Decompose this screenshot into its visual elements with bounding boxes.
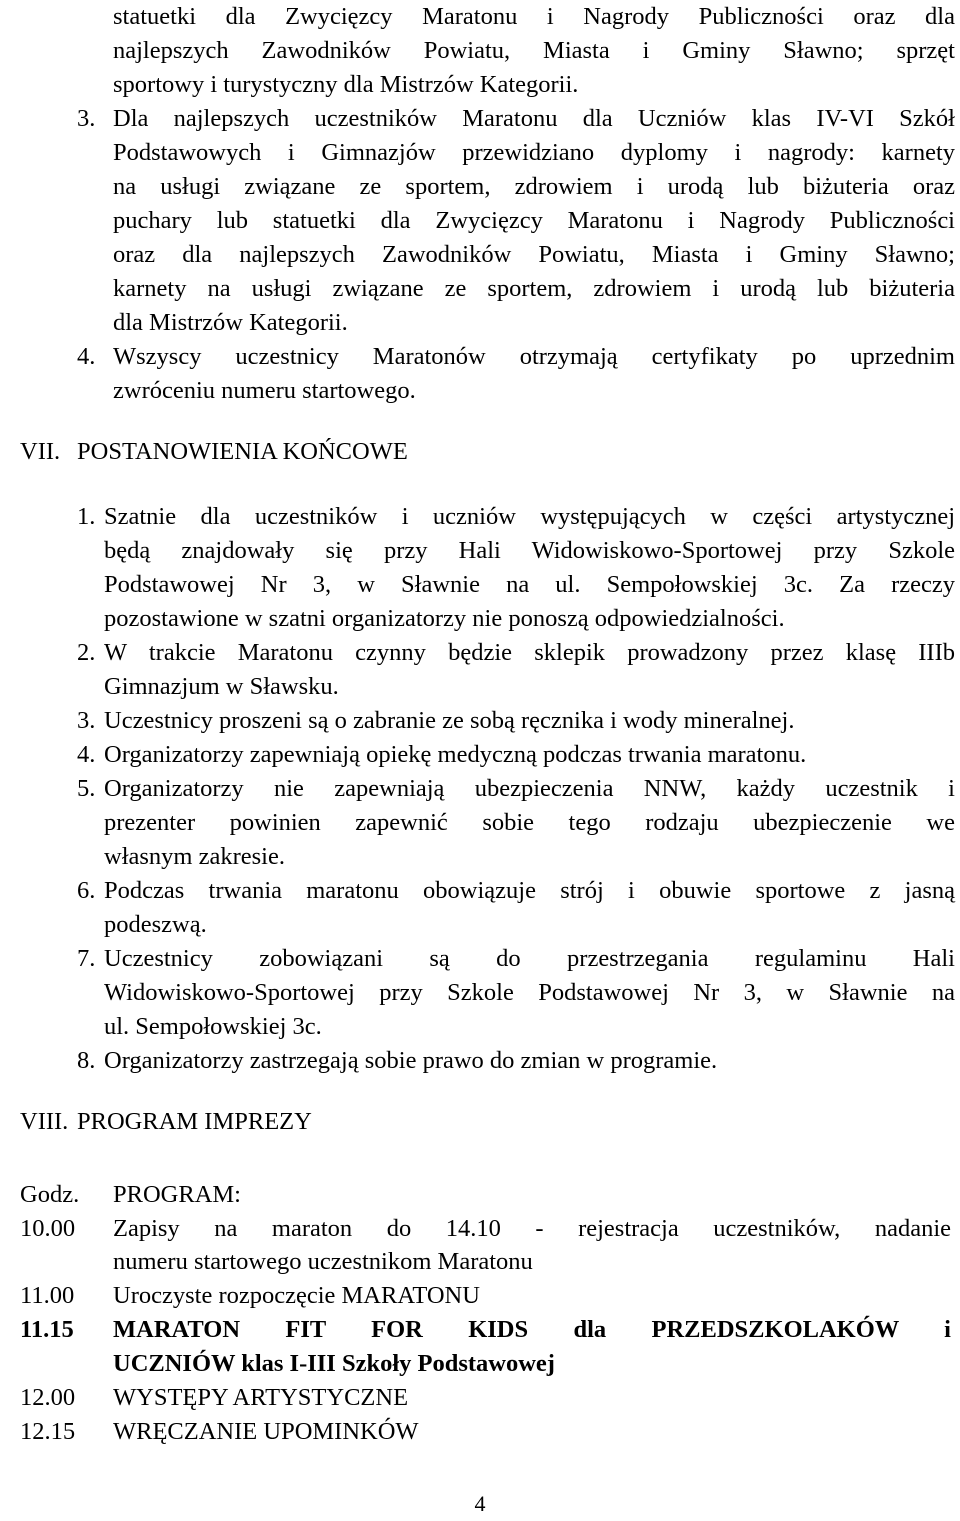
s7-item-4-number: 4.: [77, 741, 96, 768]
item-3-line-3: na usługi związane ze sportem, zdrowiem i urodą lub biżuteria oraz: [113, 173, 955, 200]
item-3-line-2: Podstawowych i Gimnazjów przewidziano dyplomy i nagrody: karnety: [113, 139, 955, 166]
item-3-number: 3.: [77, 105, 96, 132]
continuation-line-3: sportowy i turystyczny dla Mistrzów Kategorii.: [113, 71, 579, 98]
s7-item-7-line-2: Widowiskowo-Sportowej przy Szkole Podstawowej Nr 3, w Sławnie na: [104, 979, 955, 1006]
program-row-3-line-2: UCZNIÓW klas I-III Szkoły Podstawowej: [113, 1350, 555, 1377]
s7-item-6-line-1: Podczas trwania maratonu obowiązuje strój i obuwie sportowe z jasną: [104, 877, 955, 904]
section-8-number: VIII.: [20, 1108, 69, 1135]
continuation-line-2: najlepszych Zawodników Powiatu, Miasta i Gminy Sławno; sprzęt: [113, 37, 955, 64]
program-row-3-time: 11.15: [20, 1316, 74, 1343]
item-3-line-1: Dla najlepszych uczestników Maratonu dla Uczniów klas IV-VI Szkół: [113, 105, 955, 132]
item-3-line-5: oraz dla najlepszych Zawodników Powiatu, Miasta i Gminy Sławno;: [113, 241, 955, 268]
program-row-2-line-1: Uroczyste rozpoczęcie MARATONU: [113, 1282, 480, 1309]
s7-item-1-line-2: będą znajdowały się przy Hali Widowiskowo-Sportowej przy Szkole: [104, 537, 955, 564]
section-7-number: VII.: [20, 438, 61, 465]
s7-item-5-number: 5.: [77, 775, 96, 802]
program-row-4-time: 12.00: [20, 1384, 76, 1411]
s7-item-7-line-3: ul. Sempołowskiej 3c.: [104, 1013, 322, 1040]
program-row-4-line-1: WYSTĘPY ARTYSTYCZNE: [113, 1384, 409, 1411]
program-row-1-line-2: numeru startowego uczestnikom Maratonu: [113, 1248, 533, 1275]
s7-item-7-number: 7.: [77, 945, 96, 972]
item-3-line-7: dla Mistrzów Kategorii.: [113, 309, 348, 336]
s7-item-1-line-3: Podstawowej Nr 3, w Sławnie na ul. Sempołowskiej 3c. Za rzeczy: [104, 571, 955, 598]
program-header-desc: PROGRAM:: [113, 1181, 241, 1208]
item-4-number: 4.: [77, 343, 96, 370]
s7-item-6-line-2: podeszwą.: [104, 911, 207, 938]
program-row-1-line-1: Zapisy na maraton do 14.10 - rejestracja uczestników, nadanie: [113, 1215, 951, 1242]
s7-item-3-number: 3.: [77, 707, 96, 734]
page-number: 4: [474, 1491, 486, 1516]
item-3-line-4: puchary lub statuetki dla Zwycięzcy Maratonu i Nagrody Publiczności: [113, 207, 955, 234]
program-row-5-line-1: WRĘCZANIE UPOMINKÓW: [113, 1418, 419, 1445]
program-row-2-time: 11.00: [20, 1282, 75, 1309]
s7-item-8-line-1: Organizatorzy zastrzegają sobie prawo do zmian w programie.: [104, 1047, 718, 1074]
section-7-title: POSTANOWIENIA KOŃCOWE: [77, 438, 408, 465]
s7-item-4-line-1: Organizatorzy zapewniają opiekę medyczną podczas trwania maratonu.: [104, 741, 807, 768]
s7-item-8-number: 8.: [77, 1047, 96, 1074]
continuation-line-1: statuetki dla Zwycięzcy Maratonu i Nagrody Publiczności oraz dla: [113, 3, 955, 30]
s7-item-2-number: 2.: [77, 639, 96, 666]
item-4-line-1: Wszyscy uczestnicy Maratonów otrzymają certyfikaty po uprzednim: [113, 343, 955, 370]
program-row-3-line-1: MARATON FIT FOR KIDS dla PRZEDSZKOLAKÓW i: [113, 1316, 951, 1343]
s7-item-5-line-1: Organizatorzy nie zapewniają ubezpieczenia NNW, każdy uczestnik i: [104, 775, 955, 802]
s7-item-3-line-1: Uczestnicy proszeni są o zabranie ze sobą ręcznika i wody mineralnej.: [104, 707, 795, 734]
s7-item-5-line-3: własnym zakresie.: [104, 843, 285, 870]
s7-item-1-line-4: pozostawione w szatni organizatorzy nie ponoszą odpowiedzialności.: [104, 605, 785, 632]
s7-item-5-line-2: prezenter powinien zapewnić sobie tego rodzaju ubezpieczenie we: [104, 809, 955, 836]
program-row-1-time: 10.00: [20, 1215, 76, 1242]
s7-item-1-line-1: Szatnie dla uczestników i uczniów występujących w części artystycznej: [104, 503, 955, 530]
item-4-line-2: zwróceniu numeru startowego.: [113, 377, 416, 404]
s7-item-7-line-1: Uczestnicy zobowiązani są do przestrzegania regulaminu Hali: [104, 945, 955, 972]
section-8-title: PROGRAM IMPREZY: [77, 1108, 312, 1135]
s7-item-6-number: 6.: [77, 877, 96, 904]
program-row-5-time: 12.15: [20, 1418, 76, 1445]
item-3-line-6: karnety na usługi związane ze sportem, zdrowiem i urodą lub biżuteria: [113, 275, 955, 302]
s7-item-2-line-2: Gimnazjum w Sławsku.: [104, 673, 339, 700]
s7-item-1-number: 1.: [77, 503, 96, 530]
program-header-time: Godz.: [20, 1181, 80, 1208]
s7-item-2-line-1: W trakcie Maratonu czynny będzie sklepik prowadzony przez klasę IIIb: [104, 639, 955, 666]
